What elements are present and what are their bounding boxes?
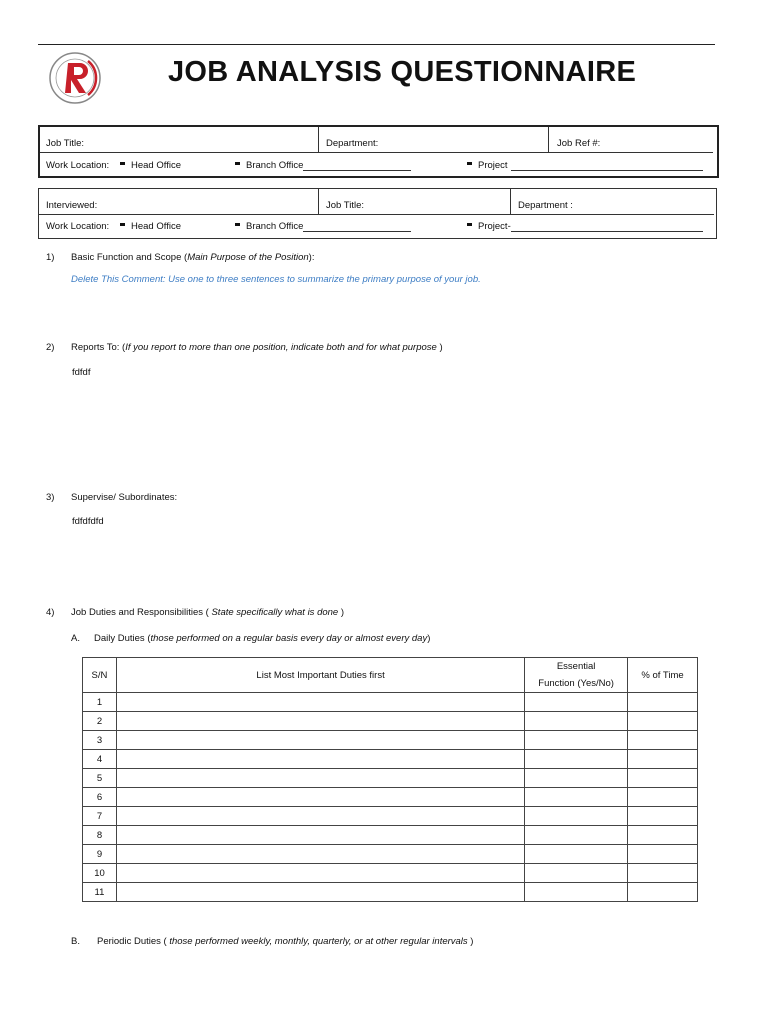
essential-cell[interactable] — [525, 693, 628, 712]
subsection-a-letter: A. — [71, 633, 80, 644]
section-3-answer[interactable]: fdfdfdfd — [72, 516, 104, 527]
duty-cell[interactable] — [116, 826, 524, 845]
sn-header: S/N — [83, 658, 117, 693]
job-title-label: Job Title: — [46, 138, 85, 149]
time-cell[interactable] — [628, 845, 698, 864]
section-1-hint: Main Purpose of the Position — [187, 252, 309, 263]
table-row — [83, 864, 698, 883]
section-2-suffix: ) — [436, 342, 443, 353]
sn-cell: 1 — [83, 693, 117, 712]
sn-cell: 9 — [83, 845, 117, 864]
sn-cell: 7 — [83, 807, 117, 826]
interviewee-department-label: Department : — [518, 200, 573, 211]
sn-cell: 5 — [83, 769, 117, 788]
branch-office-option[interactable] — [235, 160, 411, 171]
project-field[interactable] — [511, 222, 703, 232]
essential-cell[interactable] — [525, 864, 628, 883]
branch-office-label: Branch Office — [246, 221, 304, 232]
duty-cell[interactable] — [116, 750, 524, 769]
essential-cell[interactable] — [525, 826, 628, 845]
section-2-label: Reports To: ( — [71, 342, 126, 353]
duties-header: List Most Important Duties first — [116, 658, 524, 693]
section-1-label: Basic Function and Scope ( — [71, 252, 188, 263]
section-2-hint: If you report to more than one position, indicate both and for what purpose — [125, 342, 437, 353]
project-label: Project — [478, 160, 508, 171]
essential-cell[interactable] — [525, 750, 628, 769]
duty-cell[interactable] — [116, 845, 524, 864]
table-header-row — [83, 658, 698, 693]
checkbox-icon — [467, 162, 472, 165]
head-office-option[interactable] — [120, 160, 181, 171]
duties-table-body — [83, 693, 698, 902]
sn-cell: 2 — [83, 712, 117, 731]
duty-cell[interactable] — [116, 807, 524, 826]
duty-cell[interactable] — [116, 883, 524, 902]
project-field[interactable] — [511, 161, 703, 171]
essential-cell[interactable] — [525, 788, 628, 807]
time-cell[interactable] — [628, 769, 698, 788]
checkbox-icon — [120, 223, 125, 226]
section-3-number: 3) — [46, 492, 55, 503]
subsection-a-hint: those performed on a regular basis every day or almost every day — [150, 633, 428, 644]
interviewee-branch-office-option[interactable] — [235, 221, 411, 232]
time-cell[interactable] — [628, 712, 698, 731]
subsection-b-label: Periodic Duties ( — [97, 936, 170, 947]
interviewee-project-option[interactable] — [467, 221, 703, 232]
essential-header-line1: Essential — [556, 661, 596, 672]
section-4-suffix: ) — [338, 607, 345, 618]
time-cell[interactable] — [628, 731, 698, 750]
section-4-number: 4) — [46, 607, 55, 618]
section-1-comment[interactable]: Delete This Comment: Use one to three sentences to summarize the primary purpose of your job. — [71, 274, 481, 285]
interviewee-job-title-label: Job Title: — [326, 200, 365, 211]
table-row — [83, 750, 698, 769]
essential-header-line2: Function (Yes/No) — [538, 678, 614, 689]
project-option[interactable] — [467, 160, 703, 171]
interviewed-label: Interviewed: — [46, 200, 98, 211]
branch-office-field[interactable] — [303, 222, 411, 232]
page-title: JOB ANALYSIS QUESTIONNAIRE — [168, 56, 637, 88]
time-cell[interactable] — [628, 788, 698, 807]
company-logo — [48, 51, 102, 105]
sn-cell: 10 — [83, 864, 117, 883]
subsection-b-suffix: ) — [467, 936, 474, 947]
subsection-a-heading — [94, 633, 430, 644]
subsection-b-letter: B. — [71, 936, 80, 947]
time-cell[interactable] — [628, 864, 698, 883]
table-row — [83, 883, 698, 902]
essential-cell[interactable] — [525, 712, 628, 731]
project-label: Project- — [478, 221, 511, 232]
job-info-col-divider — [548, 127, 549, 152]
section-3-heading: Supervise/ Subordinates: — [71, 492, 178, 503]
checkbox-icon — [235, 223, 240, 226]
table-row — [83, 807, 698, 826]
subsection-a-label: Daily Duties ( — [94, 633, 151, 644]
branch-office-label: Branch Office — [246, 160, 304, 171]
essential-cell[interactable] — [525, 769, 628, 788]
table-row — [83, 769, 698, 788]
duty-cell[interactable] — [116, 712, 524, 731]
section-4-heading — [71, 607, 344, 618]
job-ref-label: Job Ref #: — [557, 138, 601, 149]
sn-cell: 8 — [83, 826, 117, 845]
duty-cell[interactable] — [116, 788, 524, 807]
sn-cell: 6 — [83, 788, 117, 807]
duty-cell[interactable] — [116, 769, 524, 788]
department-label: Department: — [326, 138, 379, 149]
interviewee-divider — [39, 214, 714, 215]
sn-cell: 11 — [83, 883, 117, 902]
table-row — [83, 845, 698, 864]
section-1-heading — [71, 252, 314, 263]
daily-duties-table — [82, 657, 698, 902]
sn-cell: 4 — [83, 750, 117, 769]
time-cell[interactable] — [628, 807, 698, 826]
interviewee-col-divider — [510, 189, 511, 214]
essential-cell[interactable] — [525, 845, 628, 864]
section-2-answer[interactable]: fdfdf — [72, 367, 91, 378]
header-rule — [38, 44, 715, 45]
essential-cell[interactable] — [525, 731, 628, 750]
duty-cell[interactable] — [116, 731, 524, 750]
job-info-divider — [40, 152, 713, 153]
subsection-b-heading — [97, 936, 473, 947]
table-row — [83, 693, 698, 712]
checkbox-icon — [120, 162, 125, 165]
branch-office-field[interactable] — [303, 161, 411, 171]
section-4-label: Job Duties and Responsibilities ( — [71, 607, 212, 618]
work-location-label: Work Location: — [46, 160, 110, 171]
time-cell[interactable] — [628, 826, 698, 845]
head-office-label: Head Office — [131, 221, 181, 232]
duty-cell[interactable] — [116, 864, 524, 883]
time-cell[interactable] — [628, 693, 698, 712]
table-row — [83, 712, 698, 731]
table-row — [83, 731, 698, 750]
section-4-hint: State specifically what is done — [211, 607, 339, 618]
interviewee-col-divider — [318, 189, 319, 214]
section-1-number: 1) — [46, 252, 55, 263]
essential-cell[interactable] — [525, 883, 628, 902]
interviewee-work-location-label: Work Location: — [46, 221, 110, 232]
essential-cell[interactable] — [525, 807, 628, 826]
job-info-col-divider — [318, 127, 319, 152]
subsection-a-suffix: ) — [427, 633, 431, 644]
sn-cell: 3 — [83, 731, 117, 750]
head-office-label: Head Office — [131, 160, 181, 171]
time-header: % of Time — [628, 658, 698, 693]
checkbox-icon — [235, 162, 240, 165]
subsection-b-hint: those performed weekly, monthly, quarterly, or at other regular intervals — [169, 936, 468, 947]
interviewee-head-office-option[interactable] — [120, 221, 181, 232]
section-1-suffix: ): — [308, 252, 315, 263]
duty-cell[interactable] — [116, 693, 524, 712]
table-row — [83, 826, 698, 845]
time-cell[interactable] — [628, 750, 698, 769]
essential-header — [525, 658, 628, 693]
section-2-number: 2) — [46, 342, 55, 353]
section-2-heading — [71, 342, 443, 353]
table-row — [83, 788, 698, 807]
checkbox-icon — [467, 223, 472, 226]
time-cell[interactable] — [628, 883, 698, 902]
